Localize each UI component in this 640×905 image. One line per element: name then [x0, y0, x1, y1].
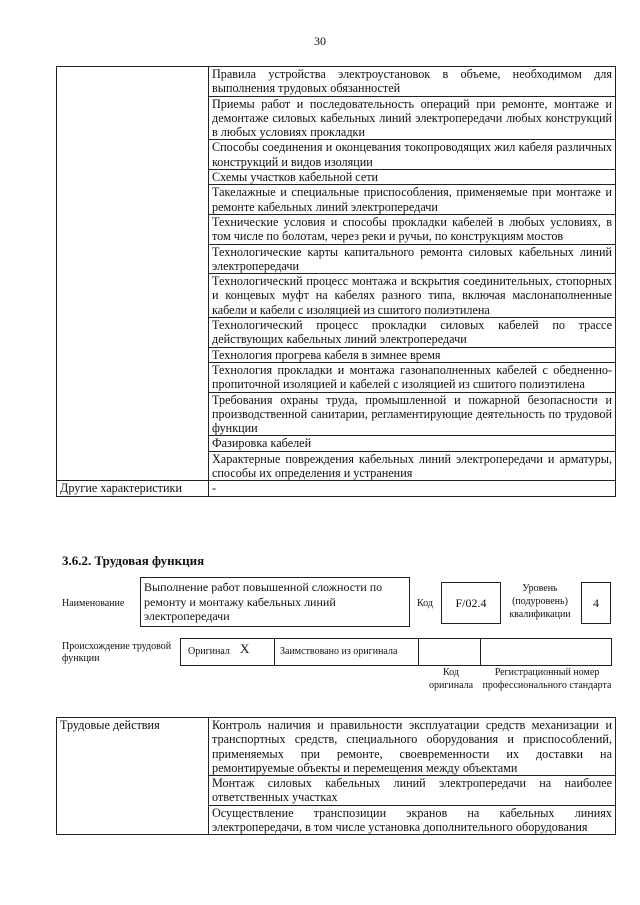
origin-divider [274, 638, 275, 666]
knowledge-left-cell [57, 67, 209, 481]
knowledge-row: Технологический процесс прокладки силовых кабелей по трассе действующих кабельных линий электропередачи [209, 318, 616, 348]
function-code-box: F/02.4 [441, 582, 501, 624]
knowledge-row: Технология прокладки и монтажа газонаполненных кабелей с обедненно-пропиточной изоляцией и кабелей с изоляцией из сшитого полиэтилена [209, 362, 616, 392]
knowledge-row: Технологические карты капитального ремонта силовых кабельных линий электропередачи [209, 244, 616, 274]
borrowed-label: Заимствовано из оригинала [280, 646, 398, 657]
code-original-caption: Код оригинала [428, 667, 474, 691]
origin-label: Происхождение трудовой функции [62, 641, 172, 664]
knowledge-row: Технология прогрева кабеля в зимнее время [209, 347, 616, 362]
knowledge-row: Правила устройства электроустановок в объеме, необходимом для выполнения трудовых обязанностей [209, 67, 616, 97]
origin-divider [418, 638, 419, 666]
knowledge-row: Такелажные и специальные приспособления, применяемые при монтаже и ремонте кабельных линий электропередачи [209, 185, 616, 215]
origin-divider [480, 638, 481, 666]
actions-table [56, 717, 616, 835]
knowledge-table [56, 66, 616, 497]
knowledge-row: Технологический процесс монтажа и вскрытия соединительных, стопорных и концевых муфт на кабелях разного типа, включая маслонаполненные кабели и кабели с изоляцией из сшитого полиэтилена [209, 274, 616, 318]
reg-number-caption: Регистрационный номер профессионального стандарта [482, 667, 612, 691]
qualification-level-box: 4 [581, 582, 611, 624]
knowledge-row: Требования охраны труда, промышленной и пожарной безопасности и производственной санитарии, регламентирующие деятельность по трудовой функции [209, 392, 616, 436]
knowledge-row: Фазировка кабелей [209, 436, 616, 451]
qualification-level-label: Уровень (подуровень) квалификации [509, 583, 571, 620]
function-name-box: Выполнение работ повышенной сложности по ремонту и монтажу кабельных линий электропередачи [140, 577, 410, 627]
section-title: 3.6.2. Трудовая функция [62, 553, 205, 568]
actions-label: Трудовые действия [57, 718, 209, 835]
original-mark: X [240, 641, 250, 656]
original-label: Оригинал [188, 646, 230, 657]
action-row: Контроль наличия и правильности эксплуатации средств механизации и транспортных средств, специального оборудования и приспособлений, применяемых при ремонте, своевременности их доставки на ремонтируемые объекты и перемещения между объектами [209, 718, 616, 776]
knowledge-row: Приемы работ и последовательность операций при ремонте, монтаже и демонтаже силовых кабельных линий электропередачи любых конструкций в любых условиях прокладки [209, 96, 616, 140]
knowledge-row: Схемы участков кабельной сети [209, 170, 616, 185]
knowledge-row: Технические условия и способы прокладки кабелей в любых условиях, в том числе по болотам, через реки и ручьи, по конструкциям мостов [209, 214, 616, 244]
knowledge-row: Характерные повреждения кабельных линий электропередачи и арматуры, способы их определения и устранения [209, 451, 616, 481]
other-characteristics-value: - [209, 481, 616, 496]
page-number: 30 [314, 34, 326, 48]
knowledge-row: Способы соединения и оконцевания токопроводящих жил кабеля различных конструкций и видов изоляции [209, 140, 616, 170]
action-row: Осуществление транспозиции экранов на кабельных линиях электропередачи, в том числе установка дополнительного оборудования [209, 805, 616, 835]
name-label: Наименование [62, 598, 125, 609]
other-characteristics-label: Другие характеристики [57, 481, 209, 496]
code-label: Код [417, 598, 433, 609]
action-row: Монтаж силовых кабельных линий электропередачи на наиболее ответственных участках [209, 776, 616, 806]
